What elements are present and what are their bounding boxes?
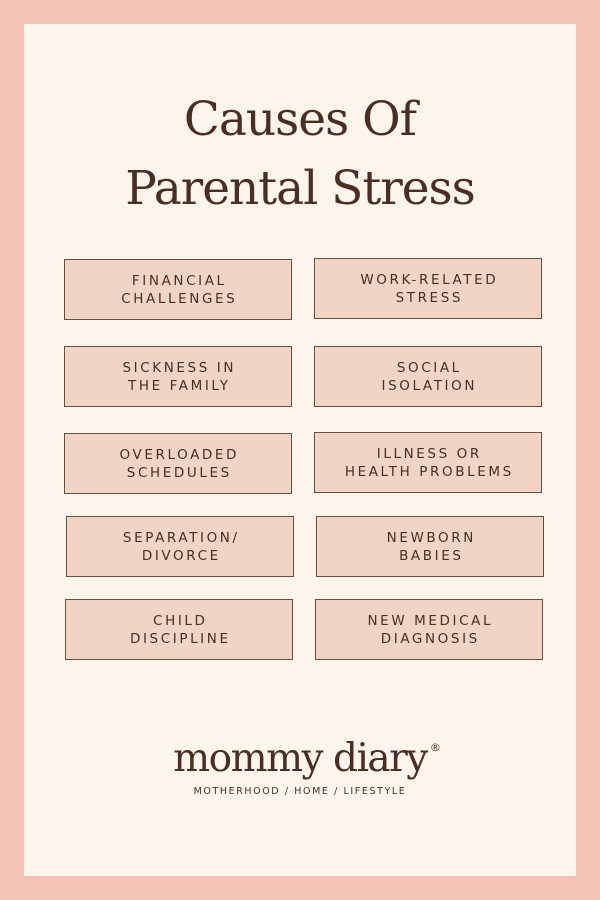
cause-line-2: ISOLATION — [381, 377, 478, 394]
brand-name-text: mommy diary — [173, 736, 427, 781]
cause-line-1: ILLNESS OR — [376, 445, 482, 462]
cause-line-1: SEPARATION/ — [122, 529, 240, 546]
brand-name — [173, 736, 441, 781]
cause-illness-health-problems — [314, 432, 542, 493]
cause-line-1: OVERLOADED — [119, 446, 240, 463]
cause-overloaded-schedules — [64, 433, 292, 494]
cause-separation-divorce — [66, 516, 294, 577]
cause-line-1: FINANCIAL — [131, 272, 227, 289]
title-line-1: Causes Of — [183, 92, 417, 147]
infographic-card — [24, 24, 576, 876]
cause-social-isolation — [314, 346, 542, 407]
cause-line-2: STRESS — [395, 289, 464, 306]
cause-child-discipline — [65, 599, 293, 660]
cause-line-1: CHILD — [153, 612, 208, 629]
cause-line-2: DIAGNOSIS — [380, 630, 480, 647]
cause-line-2: DIVORCE — [141, 547, 221, 564]
brand-logo — [24, 736, 576, 781]
brand-tagline: MOTHERHOOD / HOME / LIFESTYLE — [193, 786, 407, 797]
cause-financial-challenges — [64, 259, 292, 320]
cause-line-2: THE FAMILY — [128, 377, 231, 394]
cause-newborn-babies — [316, 516, 544, 577]
cause-line-2: CHALLENGES — [121, 290, 238, 307]
title-line-2: Parental Stress — [125, 161, 475, 216]
cause-work-related-stress — [314, 258, 542, 319]
registered-mark: ® — [429, 741, 441, 754]
cause-line-1: SICKNESS IN — [122, 359, 237, 376]
cause-sickness-in-family — [64, 346, 292, 407]
cause-line-1: NEWBORN — [386, 529, 476, 546]
cause-line-1: WORK-RELATED — [360, 271, 499, 288]
cause-line-2: DISCIPLINE — [129, 630, 231, 647]
cause-line-1: SOCIAL — [396, 359, 462, 376]
cause-line-2: BABIES — [399, 547, 464, 564]
cause-line-2: SCHEDULES — [126, 464, 232, 481]
cause-new-medical-diagnosis — [315, 599, 543, 660]
cause-line-1: NEW MEDICAL — [367, 612, 494, 629]
cause-line-2: HEALTH PROBLEMS — [344, 463, 514, 480]
